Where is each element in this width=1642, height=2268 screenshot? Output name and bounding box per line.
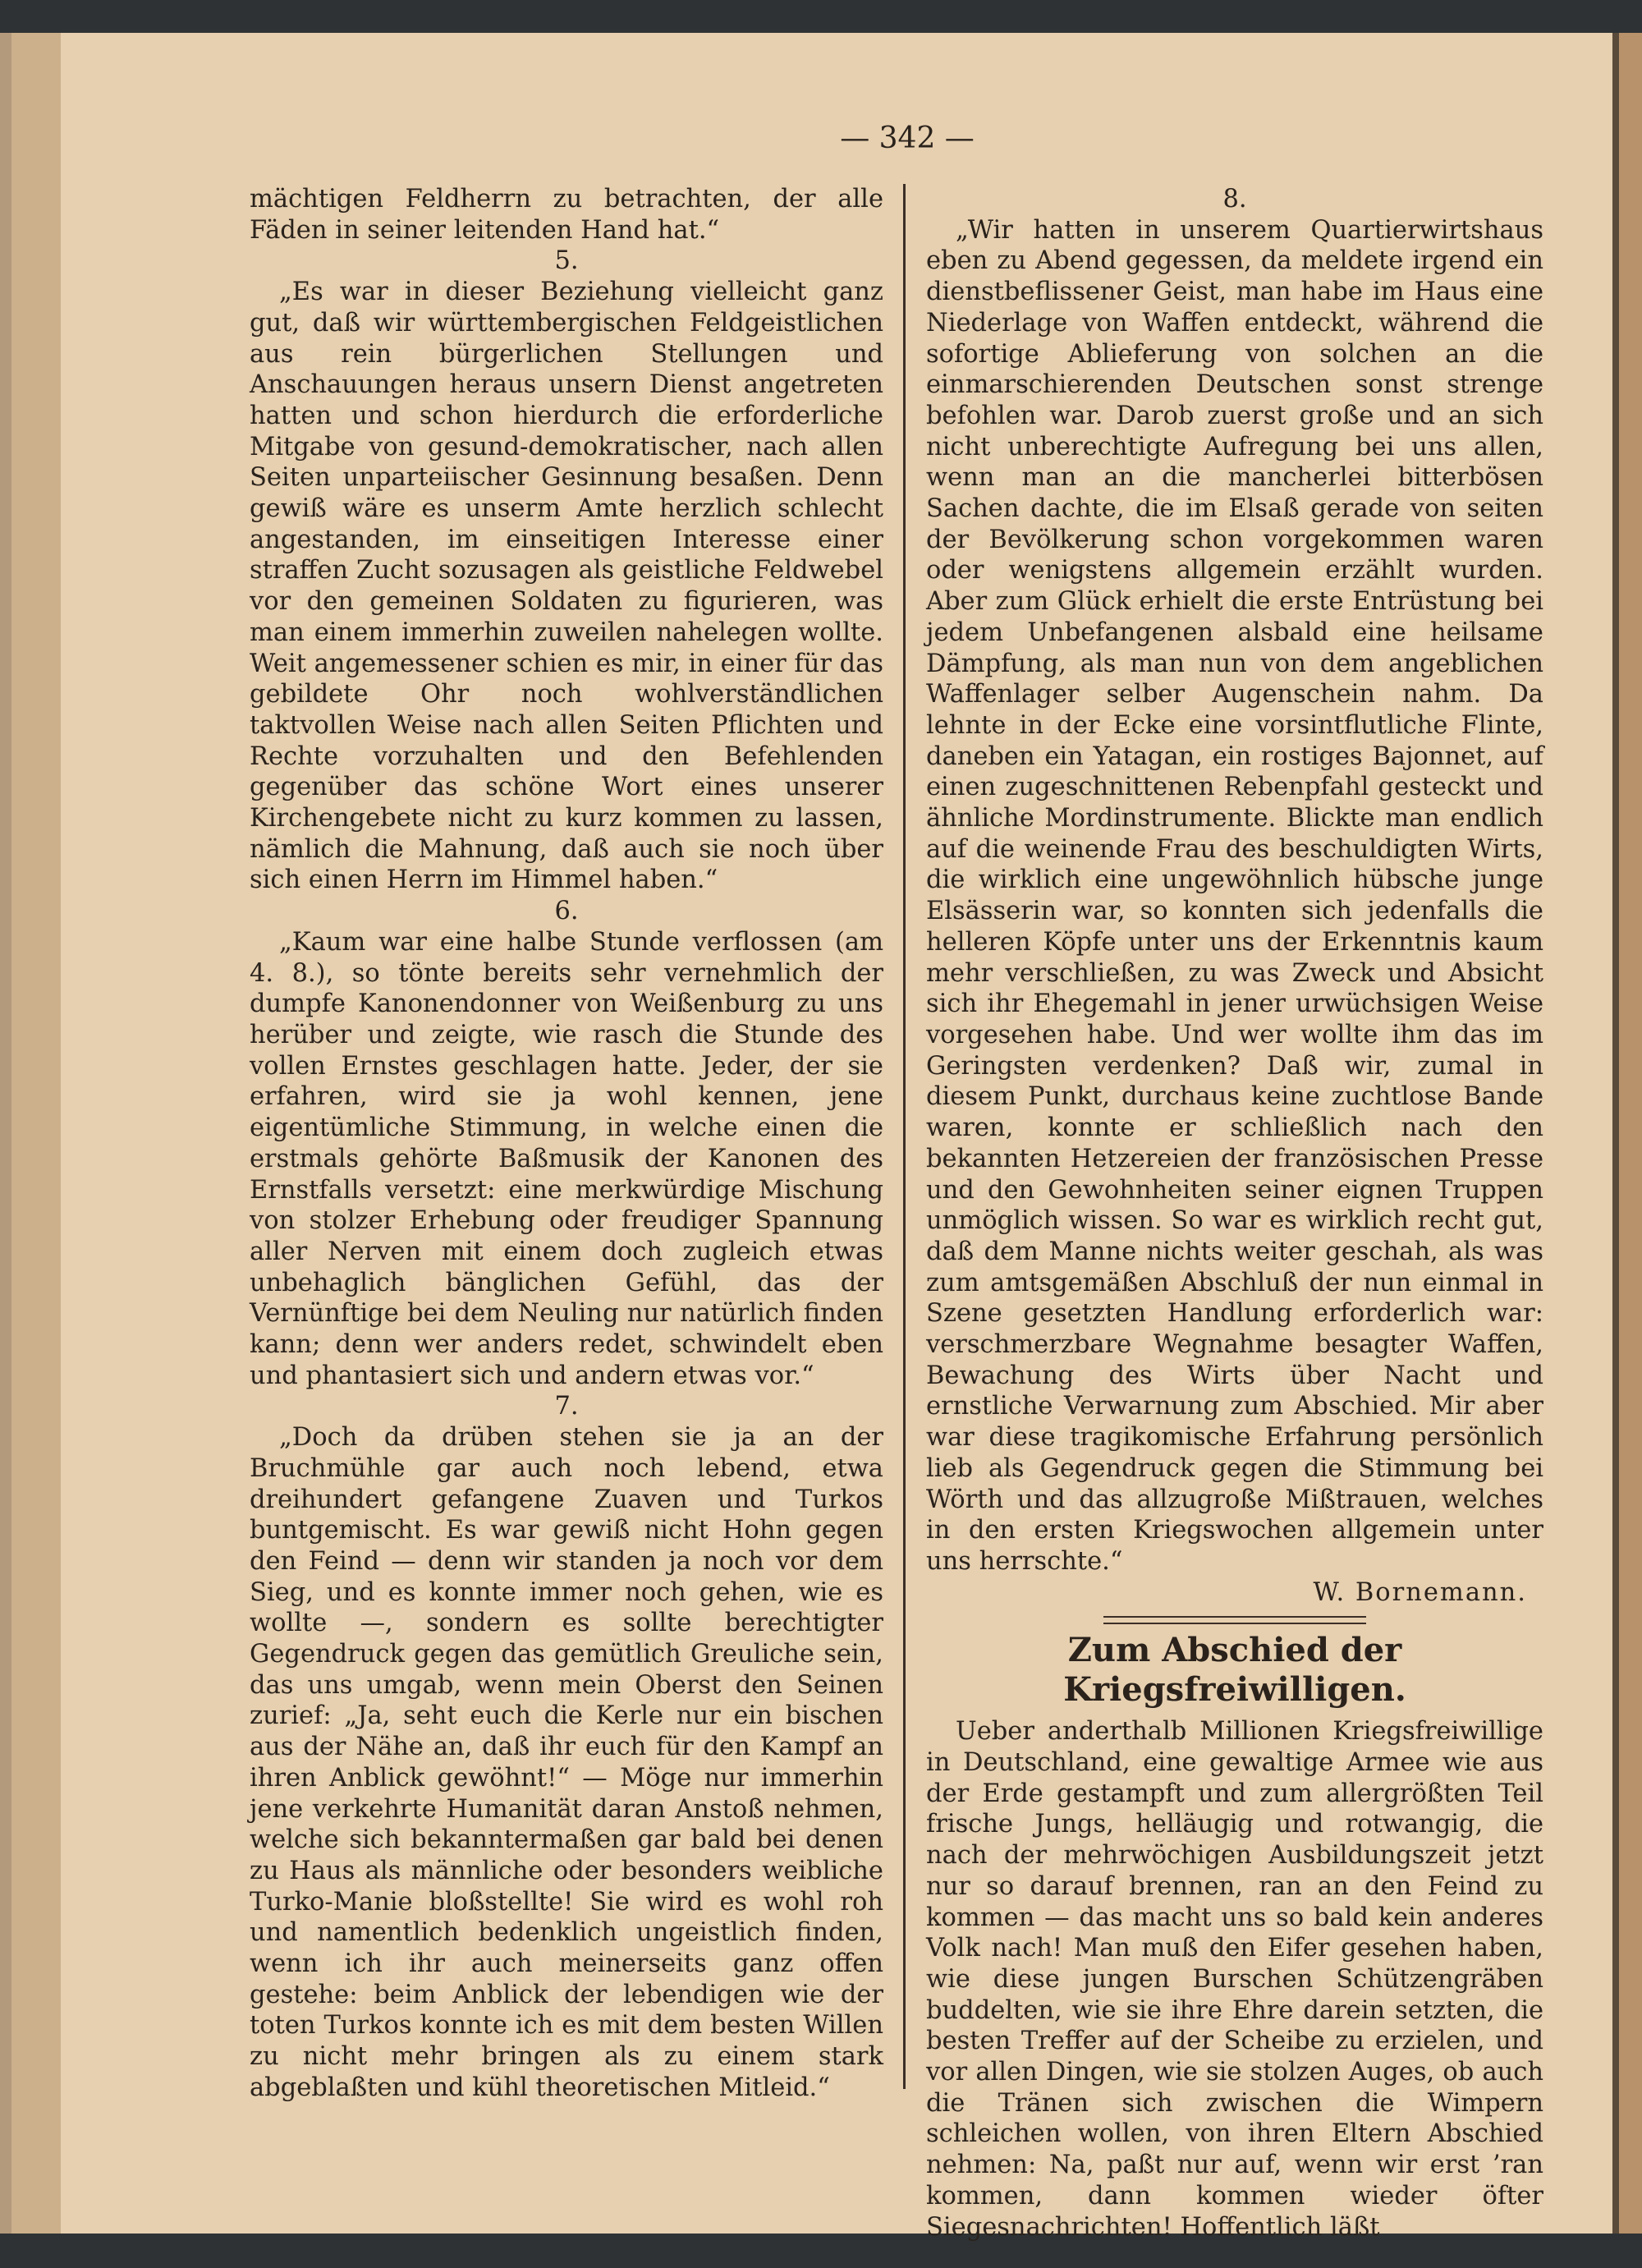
article-text: Ueber anderthalb Millionen Kriegsfreiwillige in Deutschland, eine gewaltige Armee wie aus der Erde gestampft und zum allergrößten Teil frische Jungs, helläugig und rotwangig, die nach der mehrwöchigen Ausbildungszeit jetzt nur so darauf brennen, ran an den Feind zu kommen — das macht uns so bald kein anderes Volk nach! Man muß den Eifer gesehen haben, wie diese jungen Burschen Schützengräben buddelten, wie sie ihre Ehre darein setzten, die besten Treffer auf der Scheibe zu erzielen, und vor allen Dingen, wie sie stolzen Auges, ob auch die Tränen sich zwischen die Wimpern schleichen wollen, von ihren Eltern Abschied nehmen: Na, paßt nur auf, wenn wir erst ’ran kommen, dann kommen wieder öfter Siegesnachrichten! Hoffentlich läßt <box>926 1717 1543 2242</box>
section-7-text: „Doch da drüben stehen sie ja an der Bruchmühle gar auch noch lebend, etwa dreihundert gefangene Zuaven und Turkos buntgemischt. Es war gewiß nicht Hohn gegen den Feind — denn wir standen ja noch vor dem Sieg, und es konnte immer noch gehen, wie es wollte —, sondern es sollte berechtigter Gegendruck gegen das gemütlich Greuliche sein, das uns umgab, wenn mein Oberst den Seinen zurief: „Ja, seht euch die Kerle nur ein bischen aus der Nähe an, daß ihr euch für den Kampf an ihren Anblick gewöhnt!“ — Möge nur immerhin jene verkehrte Humanität daran Anstoß nehmen, welche sich bekanntermaßen gar bald bei denen zu Haus als männliche oder besonders weibliche Turko-Manie bloßstellte! Sie wird es wohl roh und namentlich bedenklich ungeistlich finden, wenn ich ihr auch meinerseits ganz offen gestehe: beim Anblick der lebendigen wie der toten Turkos konnte ich es mit dem besten Willen zu nicht mehr bringen als zu einem stark abgeblaßten und kühl theoretischen Mitleid.“ <box>250 1423 883 2102</box>
article-title: Zum Abschied der Kriegsfreiwilligen. <box>1063 1631 1406 1710</box>
section-8-text: „Wir hatten in unserem Quartierwirtshaus eben zu Abend gegessen, da meldete irgend ein dienstbeflissener Geist, man habe im Haus eine Niederlage von Waffen entdeckt, während die sofortige Ablieferung von solchen an die einmarschierenden Deutschen sonst strenge befohlen war. Darob zuerst große und an sich nicht unberechtigte Aufregung bei uns allen, wenn man an die mancherlei bitterbösen Sachen dachte, die im Elsaß gerade von seiten der Bevölkerung schon vorgekommen waren oder wenigstens allgemein erzählt wurden. Aber zum Glück erhielt die erste Entrüstung bei jedem Unbefangenen alsbald eine heilsame Dämpfung, als man nun von dem angeblichen Waffenlager selber Augenschein nahm. Da lehnte in der Ecke eine vorsintflutliche Flinte, daneben ein Yatagan, ein rostiges Bajonnet, auf einen zugeschnittenen Rebenpfahl gesteckt und ähnliche Mordinstrumente. Blickte man endlich auf die weinende Frau des beschuldigten Wirts, die wirklich eine ungewöhnlich hübsche junge Elsässerin war, so konnten sich jedenfalls die helleren Köpfe unter uns der Erkenntnis kaum mehr verschließen, zu was Zweck und Absicht sich ihr Ehegemahl in jener urwüchsigen Weise vorgesehen habe. Und wer wollte ihm das im Geringsten verdenken? Daß wir, zumal in diesem Punkt, durchaus keine zuchtlose Bande waren, konnte er schließlich nach den bekannten Hetzereien der französischen Presse und den Gewohnheiten seiner eignen Truppen unmöglich wissen. So war es wirklich recht gut, daß dem Manne nichts weiter geschah, als was zum amtsgemäßen Abschluß der nun einmal in Szene gesetzten Handlung erforderlich war: verschmerzbare Wegnahme besagter Waffen, Bewachung des Wirts über Nacht und ernstliche Verwarnung zum Abschied. Mir aber war diese tragikomische Erfahrung persönlich lieb als Gegendruck gegen die Stimmung bei Wörth und das allzugroße Mißtrauen, welches in den ersten Kriegswochen allgemein unter uns herrschte.“ <box>926 215 1543 1576</box>
author-signature: W. Bornemann. <box>1313 1577 1527 1607</box>
article-separator-rule <box>1103 1616 1366 1624</box>
section-number-6: 6. <box>554 897 579 926</box>
left-column <box>250 184 883 2104</box>
intro-paragraph: mächtigen Feldherrn zu betrachten, der alle Fäden in seiner leitenden Hand hat.“ <box>250 185 883 245</box>
book-page-edge <box>0 33 11 2234</box>
section-number-7: 7. <box>554 1392 579 1421</box>
book-gutter-shadow <box>1612 33 1619 2234</box>
next-page-edge <box>1619 33 1642 2234</box>
section-number-5: 5. <box>554 246 579 276</box>
section-6-text: „Kaum war eine halbe Stunde verflossen (am 4. 8.), so tönte bereits sehr vernehmlich der dumpfe Kanonendonner von Weißenburg zu uns herüber und zeigte, wie rasch die Stunde des vollen Ernstes geschlagen hatte. Jeder, der sie erfahren, wird sie ja wohl kennen, jene eigentümliche Stimmung, in welche einen die erstmals gehörte Baßmusik der Kanonen des Ernstfalls versetzt: eine merkwürdige Mischung von stolzer Erhebung oder freudiger Spannung aller Nerven mit einem doch zugleich etwas unbehaglich bänglichen Gefühl, das der Vernünftige bei dem Neuling nur natürlich finden kann; denn wer anders redet, schwindelt eben und phantasiert sich und andern etwas vor.“ <box>250 927 883 1390</box>
right-column <box>926 184 1543 2243</box>
section-number-8: 8. <box>1222 185 1247 213</box>
section-5-text: „Es war in dieser Beziehung vielleicht ganz gut, daß wir württembergischen Feldgeistlichen aus rein bürgerlichen Stellungen und Anschauungen heraus unsern Dienst angetreten hatten und schon hierdurch die erforderliche Mitgabe von gesund-demokratischer, nach allen Seiten unparteiischer Gesinnung besaßen. Denn gewiß wäre es unserm Amte herzlich schlecht angestanden, im einseitigen Interesse einer straffen Zucht sozusagen als geistliche Feldwebel vor den gemeinen Soldaten zu figurieren, was man einem immerhin zuweilen nahelegen wollte. Weit angemessener schien es mir, in einer für das gebildete Ohr noch wohlverständlichen taktvollen Weise nach allen Seiten Pflichten und Rechte vorzuhalten und den Befehlenden gegenüber das schöne Wort eines unserer Kirchengebete nicht zu kurz kommen zu lassen, nämlich die Mahnung, daß auch sie noch über sich einen Herrn im Himmel haben.“ <box>250 278 883 895</box>
page-number: — 342 — <box>840 122 975 155</box>
column-divider <box>903 184 906 2089</box>
